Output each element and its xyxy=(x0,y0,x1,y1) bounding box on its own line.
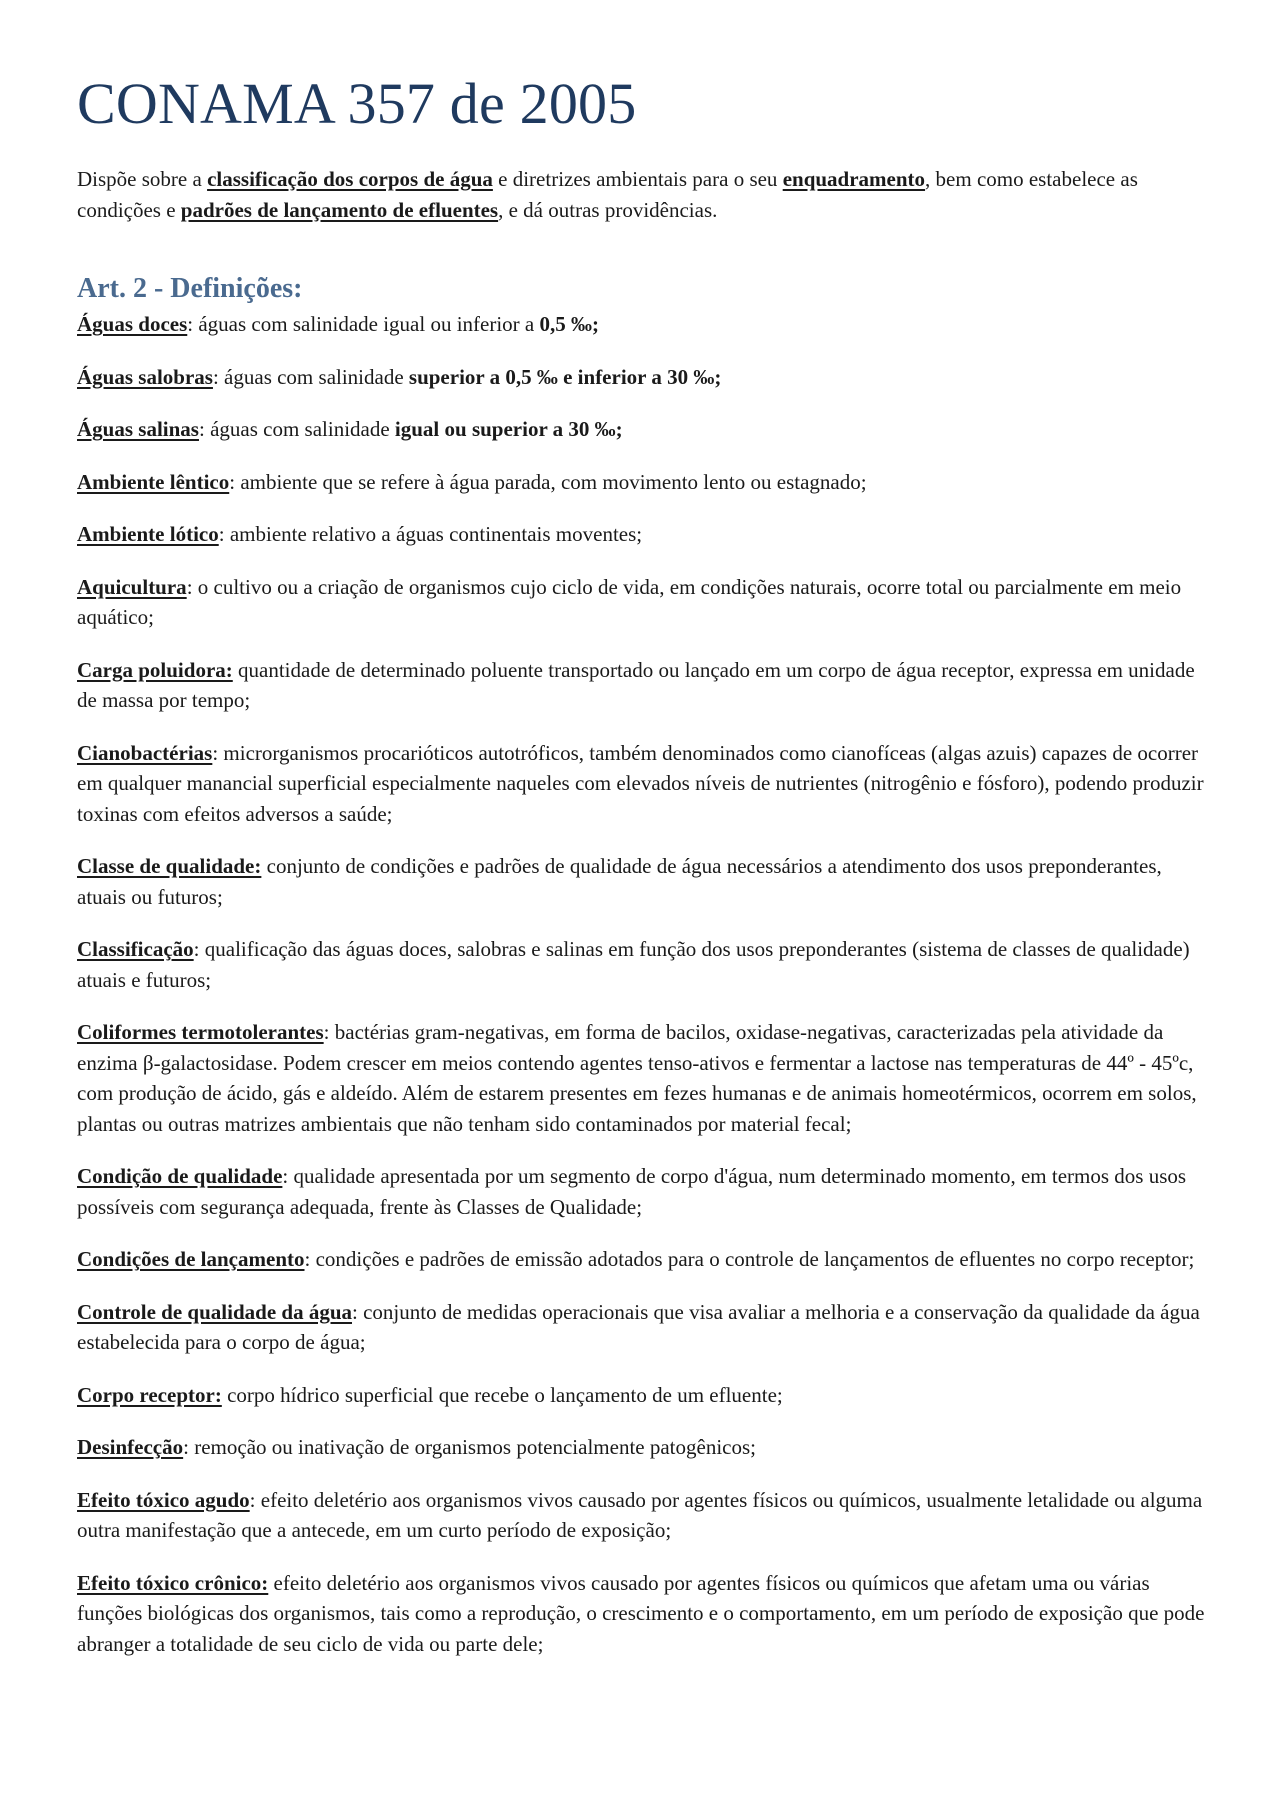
definition-separator: : xyxy=(186,574,198,599)
definition-separator: : xyxy=(212,364,225,389)
definition-separator: : xyxy=(249,1487,261,1512)
definition-term: Classe de qualidade: xyxy=(77,854,262,879)
document-page xyxy=(77,72,1207,1681)
definition-text: bactérias gram-negativas, em forma de bacilos, oxidase-negativas, caracterizadas pela atividade da enzima β-galactosidase. Podem crescer em meios contendo agentes tenso-ativos e fermentar a lactose nas temperaturas de 44º - 45ºc, com produção de ácido, gás e aldeído. Além de estarem presentes em fezes humanas e de animais homeotérmicos, ocorrem em solos, plantas ou outras matrizes ambientais que não tenham sido contaminados por material fecal; xyxy=(77,1020,1197,1136)
intro-emphasis: padrões de lançamento de efluentes xyxy=(180,197,499,222)
definition-term: Águas salinas xyxy=(77,417,199,442)
definition-item xyxy=(77,1017,1207,1139)
definition-text: qualidade apresentada por um segmento de corpo d'água, num determinado momento, em termos dos usos possíveis com segurança adequada, frente às Classes de Qualidade; xyxy=(77,1164,1187,1219)
definition-text: efeito deletério aos organismos vivos causado por agentes físicos ou químicos que afetam uma ou várias funções biológicas dos organismos, tais como a reprodução, o crescimento e o comportamento, em um período de exposição que pode abranger a totalidade de seu ciclo de vida ou parte dele; xyxy=(77,1570,1205,1656)
definition-separator: : xyxy=(183,1435,195,1460)
definition-value: 0,5 ‰; xyxy=(539,312,599,337)
definition-term: Águas salobras xyxy=(77,364,213,389)
intro-text: Dispõe sobre a xyxy=(77,166,208,191)
definitions-list xyxy=(77,309,1207,1659)
definition-text: o cultivo ou a criação de organismos cujo ciclo de vida, em condições naturais, ocorre total ou parcialmente em meio aquático; xyxy=(77,574,1182,630)
intro-paragraph xyxy=(77,164,1207,226)
definition-separator: : xyxy=(198,417,211,442)
definition-text: águas com salinidade xyxy=(224,364,409,389)
definition-separator: : xyxy=(282,1164,294,1189)
definition-item xyxy=(77,738,1207,830)
definition-item xyxy=(77,851,1207,912)
definition-term: Coliformes termotolerantes xyxy=(77,1020,324,1045)
definition-value: superior a 0,5 ‰ e inferior a 30 ‰; xyxy=(408,364,722,389)
definition-term: Condição de qualidade xyxy=(77,1164,283,1189)
definition-text: ambiente relativo a águas continentais moventes; xyxy=(229,522,643,547)
definition-text: condições e padrões de emissão adotados para o controle de lançamentos de efluentes no corpo receptor; xyxy=(315,1247,1195,1272)
definition-term: Águas doces xyxy=(77,312,188,337)
definition-item xyxy=(77,309,1207,340)
definition-term: Ambiente lêntico xyxy=(77,469,230,494)
definition-term: Controle de qualidade da água xyxy=(77,1299,352,1324)
definition-term: Efeito tóxico agudo xyxy=(77,1487,250,1512)
definition-text: quantidade de determinado poluente transportado ou lançado em um corpo de água receptor, expressa em unidade de massa por tempo; xyxy=(77,657,1195,713)
definition-text: águas com salinidade xyxy=(210,417,395,442)
definition-item xyxy=(77,1297,1207,1358)
intro-text: , e dá outras providências. xyxy=(498,197,718,222)
intro-text: e diretrizes ambientais para o seu xyxy=(492,166,783,191)
definition-term: Cianobactérias xyxy=(77,740,213,765)
definition-separator: : xyxy=(304,1247,316,1272)
intro-text: , bem como estabelece as condições e xyxy=(77,166,1138,222)
definition-term: Ambiente lótico xyxy=(77,522,219,547)
document-title: CONAMA 357 de 2005 xyxy=(77,71,637,136)
section-heading: Art. 2 - Definições: xyxy=(77,272,303,304)
definition-separator: : xyxy=(187,312,199,337)
definition-item xyxy=(77,1432,1207,1463)
definition-separator: : xyxy=(193,937,205,962)
intro-emphasis: classificação dos corpos de água xyxy=(207,166,493,191)
definition-item xyxy=(77,934,1207,995)
definition-text: conjunto de condições e padrões de qualidade de água necessários a atendimento dos usos preponderantes, atuais ou futuros; xyxy=(77,854,1162,909)
definition-item xyxy=(77,1568,1207,1660)
definition-term: Classificação xyxy=(77,937,194,962)
definition-item xyxy=(77,1244,1207,1275)
definition-term: Carga poluidora: xyxy=(77,657,233,682)
definition-separator: : xyxy=(212,740,224,765)
definition-separator: : xyxy=(229,469,241,494)
definition-term: Corpo receptor: xyxy=(77,1382,222,1407)
definition-separator: : xyxy=(218,522,230,547)
definition-term: Desinfecção xyxy=(77,1435,184,1460)
definition-item xyxy=(77,572,1207,633)
intro-emphasis: enquadramento xyxy=(782,166,926,191)
definition-term: Condições de lançamento xyxy=(77,1247,305,1272)
definition-text: ambiente que se refere à água parada, com movimento lento ou estagnado; xyxy=(240,469,867,494)
definition-separator: : xyxy=(352,1299,364,1324)
definition-item xyxy=(77,655,1207,716)
definition-separator: : xyxy=(323,1020,335,1045)
definition-term: Aquicultura xyxy=(77,574,187,599)
definition-text: águas com salinidade igual ou inferior a xyxy=(198,312,540,337)
definition-text: efeito deletério aos organismos vivos causado por agentes físicos ou químicos, usualmente letalidade ou alguma outra manifestação que a antecede, em um curto período de exposição; xyxy=(77,1487,1203,1543)
definition-item xyxy=(77,519,1207,550)
definition-text: microrganismos procarióticos autotróficos, também denominados como cianofíceas (algas azuis) capazes de ocorrer em qualquer manancial superficial especialmente naqueles com elevados níveis de nutrientes (nitrogênio e fósforo), podendo produzir toxinas com efeitos adversos a saúde; xyxy=(77,740,1204,826)
definition-item xyxy=(77,467,1207,498)
definition-item xyxy=(77,414,1207,445)
definition-item xyxy=(77,1380,1207,1411)
definition-item xyxy=(77,1485,1207,1546)
definition-text: remoção ou inativação de organismos potencialmente patogênicos; xyxy=(194,1435,756,1460)
definition-item xyxy=(77,1161,1207,1222)
definition-text: qualificação das águas doces, salobras e salinas em função dos usos preponderantes (sistema de classes de qualidade) atuais e futuros; xyxy=(77,937,1190,992)
definition-term: Efeito tóxico crônico: xyxy=(77,1570,269,1595)
definition-text: conjunto de medidas operacionais que visa avaliar a melhoria e a conservação da qualidade da água estabelecida para o corpo de água; xyxy=(77,1299,1200,1355)
definition-text: corpo hídrico superficial que recebe o lançamento de um efluente; xyxy=(227,1382,783,1407)
definition-item xyxy=(77,362,1207,393)
definition-value: igual ou superior a 30 ‰; xyxy=(394,417,623,442)
